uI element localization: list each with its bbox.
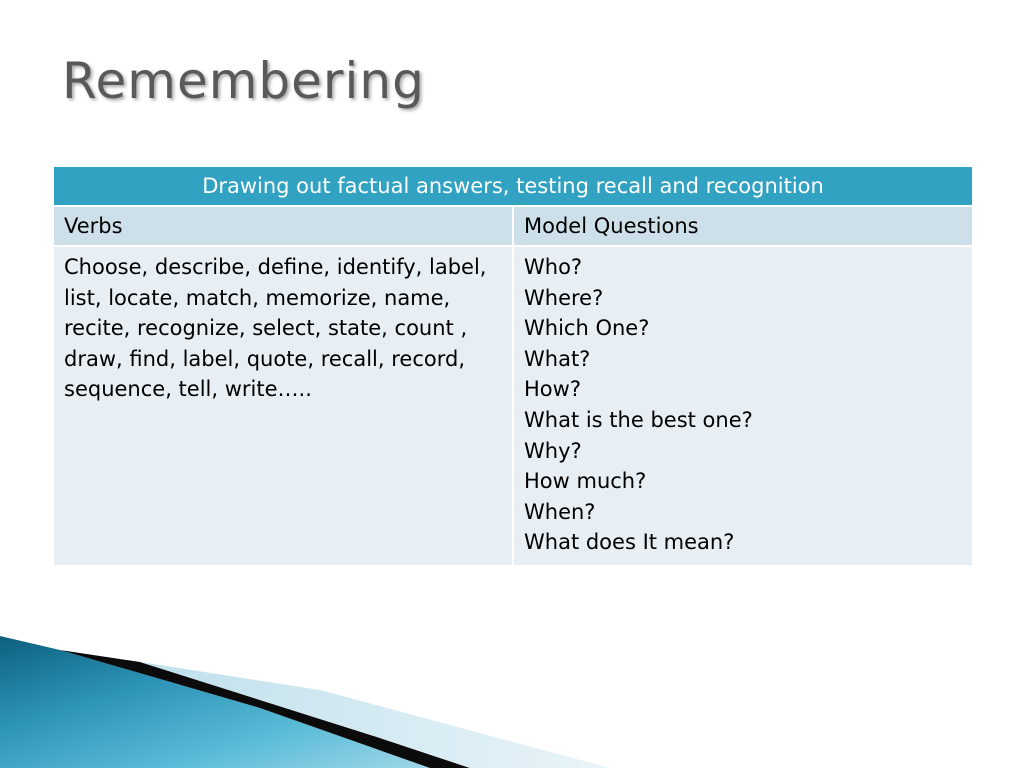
- table-header-cell: Drawing out factual answers, testing recall and recognition: [53, 166, 973, 206]
- slide-title: Remembering: [62, 52, 425, 110]
- content-table: [52, 165, 974, 567]
- question-item: What does It mean?: [524, 530, 735, 555]
- question-item: How?: [524, 377, 581, 402]
- verbs-cell: Choose, describe, define, identify, label, list, locate, match, memorize, name, recite, recognize, select, state, count , draw, find, label, quote, recall, record, sequence, tell, write…..: [53, 246, 513, 566]
- table-header-row: [53, 166, 973, 206]
- question-item: Who?: [524, 255, 583, 279]
- column-header-model-questions: Model Questions: [513, 206, 973, 246]
- swoosh-blue-shape: [0, 636, 430, 768]
- question-item: When?: [524, 499, 596, 524]
- question-item: How much?: [524, 469, 647, 494]
- table-column-header-row: [53, 206, 973, 246]
- decorative-corner-swoosh: [0, 628, 1024, 768]
- column-header-verbs: Verbs: [53, 206, 513, 246]
- table-body-row: [53, 246, 973, 566]
- question-item: What?: [524, 346, 591, 371]
- question-item: Why?: [524, 438, 582, 463]
- content-table-wrapper: [52, 165, 972, 567]
- questions-cell: [513, 246, 973, 566]
- question-item: What is the best one?: [524, 407, 753, 432]
- question-item: Where?: [524, 285, 604, 310]
- question-item: Which One?: [524, 316, 650, 341]
